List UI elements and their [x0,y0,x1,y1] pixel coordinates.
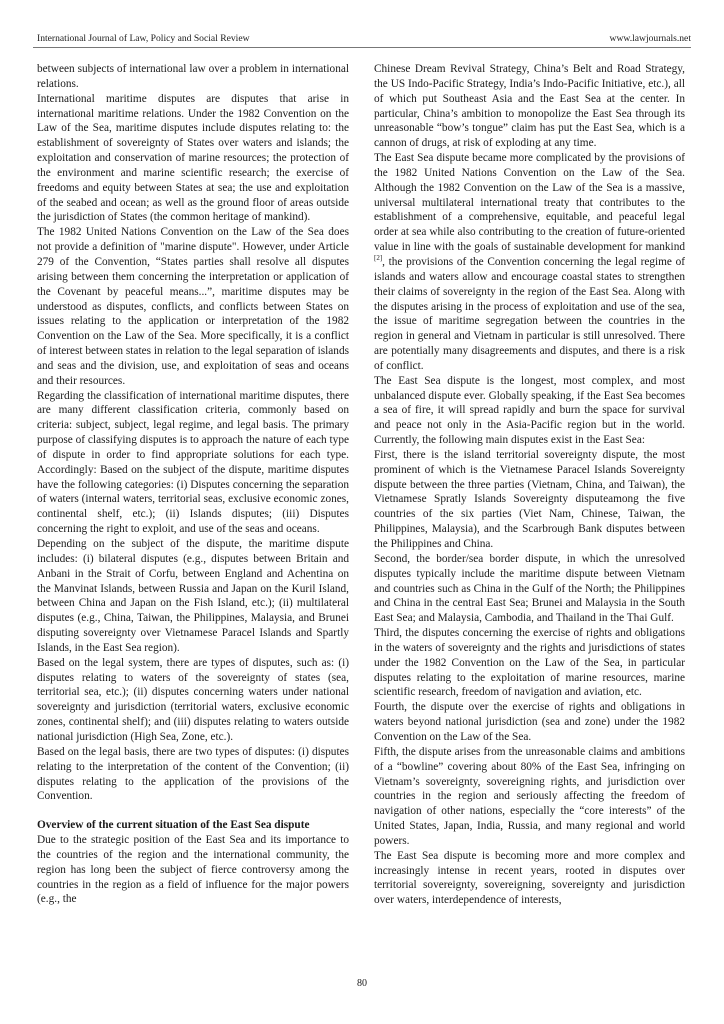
paragraph: between subjects of international law over a problem in international relations. [37,63,349,90]
right-column [374,62,685,908]
paragraph: Second, the border/sea border dispute, in which the unresolved disputes typically include the maritime dispute between Vietnam and countries such as China in the Gulf of the North; the Philippines and China in the central East Sea; Brunei and Malaysia in the South East Sea; and Malaysia, Cambodia, and Thailand in the Thai Gulf. [374,552,685,625]
journal-website: www.lawjournals.net [609,33,691,44]
paragraph: The East Sea dispute is becoming more and more complex and increasingly intense in recent years, rooted in disputes over territorial sovereignty, sovereigning, sovereignty and jurisdiction over waters, interdependence of interests, [374,849,685,907]
paragraph [374,151,685,374]
section-heading: Overview of the current situation of the East Sea dispute [37,819,310,832]
paragraph: Fourth, the dispute over the exercise of rights and obligations in waters beyond national jurisdiction (sea and zone) under the 1982 Convention on the Law of the Sea. [374,701,685,743]
paragraph-text: , the provisions of the Convention concerning the legal regime of islands and waters allow and encourage coastal states to strengthen their claims of sovereignty in the region of the East Sea. Along with the disputes arising in the process of exploitation and use of the sea, the issue of maritime segregation between the countries in the region in general and Vietnam in particular is still unresolved. There are potentially many disagreements and disputes, and there is a risk of conflict. [374,255,685,372]
paragraph: The 1982 United Nations Convention on the Law of the Sea does not provide a definition of "marine dispute". However, under Article 279 of the Convention, “States parties shall resolve all disputes arising between them concerning the interpretation or application of the Covenant by peaceful means...”, maritime disputes may be understood as disputes, conflicts, and conflicts between States on issues relating to the application or interpretation of the 1982 Convention on the Law of the Sea. More specifically, it is a conflict of interest between states in relation to the legal separation of islands and seas and the division, use, and exploitation of seas and oceans and their resources. [37,226,349,387]
paragraph: Third, the disputes concerning the exercise of rights and obligations in the waters of sovereignty and the rights and jurisdictions of states under the 1982 Convention on the Law of the Sea, in particular disputes relating to the exploitation of marine resources, marine scientific research, freedom of navigation and aviation, etc. [374,627,685,699]
paragraph: Due to the strategic position of the East Sea and its importance to the countries of the region and the international community, the region has long been the subject of fierce controversy among the countries in the region as a field of influence for the major powers (e.g., the [37,834,349,906]
citation-reference: [2] [374,254,383,263]
paragraph: The East Sea dispute is the longest, most complex, and most unbalanced dispute ever. Globally speaking, if the East Sea becomes a sea of fire, it will spread rapidly and burn the space for survival and peace not only in the Asia-Pacific region but in the world. Currently, the following main disputes exist in the East Sea: [374,374,685,447]
paragraph-text: The East Sea dispute became more complicated by the provisions of the 1982 United Nations Convention on the Law of the Sea. Although the 1982 Convention on the Law of the Sea is a massive, universal multilateral international treaty that contributes to the establishment of a comprehensive, equitable, and peaceful legal order at sea while also contributing to the creation of future-oriented value in line with the goals of sustainable development for mankind [374,152,685,254]
paragraph: Depending on the subject of the dispute, the maritime dispute includes: (i) bilateral disputes (e.g., disputes between Britain and Anbani in the Strait of Corfu, between England and Achentina on the Manvinat Islands, between Russia and Japan on the Kuril Island, between China and Japan on the Fish Island, etc.); (ii) multilateral disputes (e.g., China, Taiwan, the Philippines, Malaysia, and Brunei disputing sovereignty over Vietnamese Paracel Islands and Spartly Islands, in the East Sea region). [37,538,349,654]
header-divider [33,47,691,48]
paragraph: Based on the legal system, there are types of disputes, such as: (i) disputes relating to waters of the sovereignty of states (sea, territorial sea, etc.); (ii) disputes concerning waters under national sovereignty and jurisdiction (territorial waters, exclusive economic zones, continental shelf); and (iii) disputes relating to waters outside national jurisdiction (High Sea, Zone, etc.). [37,656,349,743]
page-number: 80 [357,978,367,989]
paragraph: Based on the legal basis, there are two types of disputes: (i) disputes relating to the interpretation of the content of the Convention; (ii) disputes relating to the application of the provisions of the Convention. [37,745,349,803]
paragraph: Chinese Dream Revival Strategy, China’s Belt and Road Strategy, the US Indo-Pacific Strategy, India’s Indo-Pacific Initiative, etc.), all of which put Southeast Asia and the East Sea at the center. In particular, China’s ambition to monopolize the East Sea through its unreasonable “bow’s tongue” claim has put the East Sea, which is a cannon of drugs, at risk of exploding at any time. [374,63,685,150]
paragraph: Regarding the classification of international maritime disputes, there are many different classification criteria, commonly based on criteria: subject, subject, legal regime, and legal basis. The primary purpose of classifying disputes is to approach the nature of each type of dispute in order to find appropriate solutions for each type. Accordingly: Based on the subject of the dispute, maritime disputes have the following categories: (i) Disputes concerning the separation of waters (internal waters, territorial seas, exclusive economic zones, continental shelf, etc.); (ii) Islands disputes; (iii) Disputes concerning the right to exploit, and use of the seas and oceans. [37,389,349,536]
left-column [37,62,349,907]
paragraph: Fifth, the dispute arises from the unreasonable claims and ambitions of a “bowline” covering about 80% of the East Sea, infringing on Vietnam’s sovereignty, sovereigning rights, and jurisdiction over countries in the region and seriously affecting the freedom of navigation of other nations, especially the “core interests” of the United States, Japan, India, Russia, and many regional and world powers. [374,745,685,847]
paragraph: International maritime disputes are disputes that arise in international maritime relations. Under the 1982 Convention on the Law of the Sea, maritime disputes include disputes relating to: the establishment of sovereignty of States over waters and islands; the exploitation and conservation of marine resources; the protection of the environment and marine scientific research; the exercise of freedoms and equity between States at sea; the use and exploitation of the seabed and ocean; as well as the ground floor of areas outside the jurisdiction of States (the common heritage of mankind). [37,92,349,224]
paragraph: First, there is the island territorial sovereignty dispute, the most prominent of which is the Vietnamese Paracel Islands Sovereignty dispute between the three parties (Vietnam, China, and Taiwan), the Vietnamese Spratly Islands Sovereignty disputeamong the five countries of the six parties (Viet Nam, Chinese, Taiwan, the Philippines, Malaysia), and the Scarbrough Bank disputes between the Philippines and China. [374,448,685,550]
journal-title: International Journal of Law, Policy and Social Review [37,33,250,44]
